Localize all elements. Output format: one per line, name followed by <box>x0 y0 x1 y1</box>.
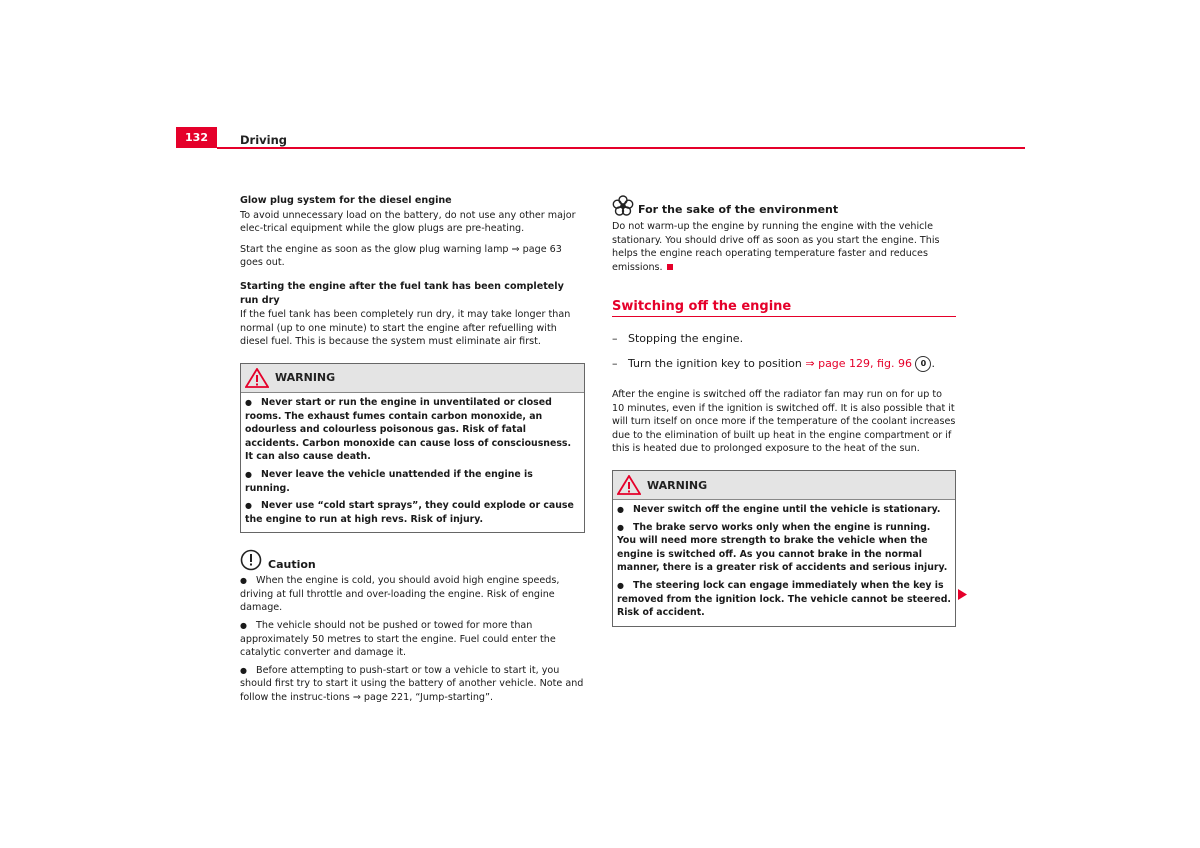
caution-icon <box>240 549 262 571</box>
after-switch-off-paragraph: After the engine is switched off the radiator fan may run on for up to 10 minutes, even if the ignition is switched off. It is also possible that it will turn itself on once more if the temperature of the coolant increases due to the elimination of built up heat in the engine compartment or if this is heated due to prolonged exposure to the heat of the sun. <box>612 389 956 455</box>
warning-title: WARNING <box>275 371 336 385</box>
warning-box-right <box>612 470 956 627</box>
caution-item: ●Before attempting to push-start or tow a vehicle to start it, you should first try to start it using the battery of another vehicle. Note and follow the instruc-tions ⇒ page 221, “Jump-starting”. <box>240 664 585 705</box>
environment-header <box>612 195 956 217</box>
bullet-icon <box>245 499 261 513</box>
page-reference-link[interactable]: ⇒ page 129, fig. 96 <box>805 357 912 370</box>
warning-item: ●Never use “cold start sprays”, they could explode or cause the engine to run at high revs. Risk of injury. <box>245 499 580 526</box>
end-marker-icon <box>667 264 673 270</box>
bullet-icon <box>240 619 256 633</box>
bullet-icon <box>245 468 261 482</box>
warning-header <box>241 364 584 393</box>
warning-item: ●Never leave the vehicle unattended if the engine is running. <box>245 468 580 495</box>
warning-triangle-icon <box>617 475 641 495</box>
glow-paragraph-1: To avoid unnecessary load on the battery, do not use any other major elec-trical equipment while the glow plugs are pre-heating. <box>240 209 576 235</box>
warning-box-left <box>240 363 585 533</box>
warning-item: ●The steering lock can engage immediately when the key is removed from the ignition lock. The vehicle cannot be steered. Risk of accident. <box>617 579 951 620</box>
runout-paragraph: If the fuel tank has been completely run dry, it may take longer than normal (up to one minute) to start the engine after refuelling with diesel fuel. This is because the system must eliminate air first. <box>240 309 571 348</box>
steps-list <box>612 331 956 382</box>
glow-paragraph-2: Start the engine as soon as the glow plug warning lamp ⇒ page 63 goes out. <box>240 243 562 269</box>
environment-text: Do not warm-up the engine by running the engine with the vehicle stationary. You should drive off as soon as you start the engine. This helps the engine reach operating temperature faster and reduces emissions. <box>612 221 940 273</box>
switching-off-heading: Switching off the engine <box>612 299 956 317</box>
right-column <box>612 195 956 281</box>
bullet-icon <box>245 396 261 410</box>
continue-arrow-icon <box>958 589 967 600</box>
flower-icon <box>612 195 634 217</box>
warning-title: WARNING <box>647 478 708 492</box>
environment-title: For the sake of the environment <box>638 203 839 217</box>
warning-body <box>241 393 584 532</box>
warning-item: ●Never switch off the engine until the vehicle is stationary. <box>617 503 951 517</box>
warning-item: ●Never start or run the engine in unventilated or closed rooms. The exhaust fumes contain carbon monoxide, an odourless and colourless poisonous gas. Risk of fatal accidents. Carbon monoxide can cause loss of consciousness. It can also cause death. <box>245 396 580 464</box>
runout-heading: Starting the engine after the fuel tank has been completely run dry <box>240 280 564 306</box>
step-item: – Turn the ignition key to position ⇒ page 129, fig. 96 0 . <box>612 357 935 370</box>
warning-item: ●The brake servo works only when the engine is running. You will need more strength to brake the vehicle when the engine is switched off. As you cannot brake in the normal manner, there is a greater risk of accidents and serious injury. <box>617 521 951 575</box>
caution-header <box>240 549 585 571</box>
caution-item: ●The vehicle should not be pushed or towed for more than approximately 50 metres to start the engine. Fuel could enter the catalytic converter and damage it. <box>240 619 585 660</box>
warning-body <box>613 500 955 626</box>
left-column <box>240 194 585 709</box>
bullet-icon <box>240 574 256 588</box>
bullet-icon <box>617 503 633 517</box>
bullet-icon <box>617 579 633 593</box>
bullet-icon <box>240 664 256 678</box>
caution-item: ●When the engine is cold, you should avoid high engine speeds, driving at full throttle and over-loading the engine. Risk of engine damage. <box>240 574 585 615</box>
caution-title: Caution <box>268 557 316 571</box>
caution-list <box>240 574 585 704</box>
header-rule <box>217 147 1025 149</box>
step-item: – Stopping the engine. <box>612 332 744 345</box>
section-title: Driving <box>240 133 288 147</box>
warning-header <box>613 471 955 500</box>
warning-triangle-icon <box>245 368 269 388</box>
glow-heading: Glow plug system for the diesel engine <box>240 195 452 206</box>
ignition-position-icon: 0 <box>915 356 931 372</box>
page-number: 132 <box>176 127 217 148</box>
bullet-icon <box>617 521 633 535</box>
